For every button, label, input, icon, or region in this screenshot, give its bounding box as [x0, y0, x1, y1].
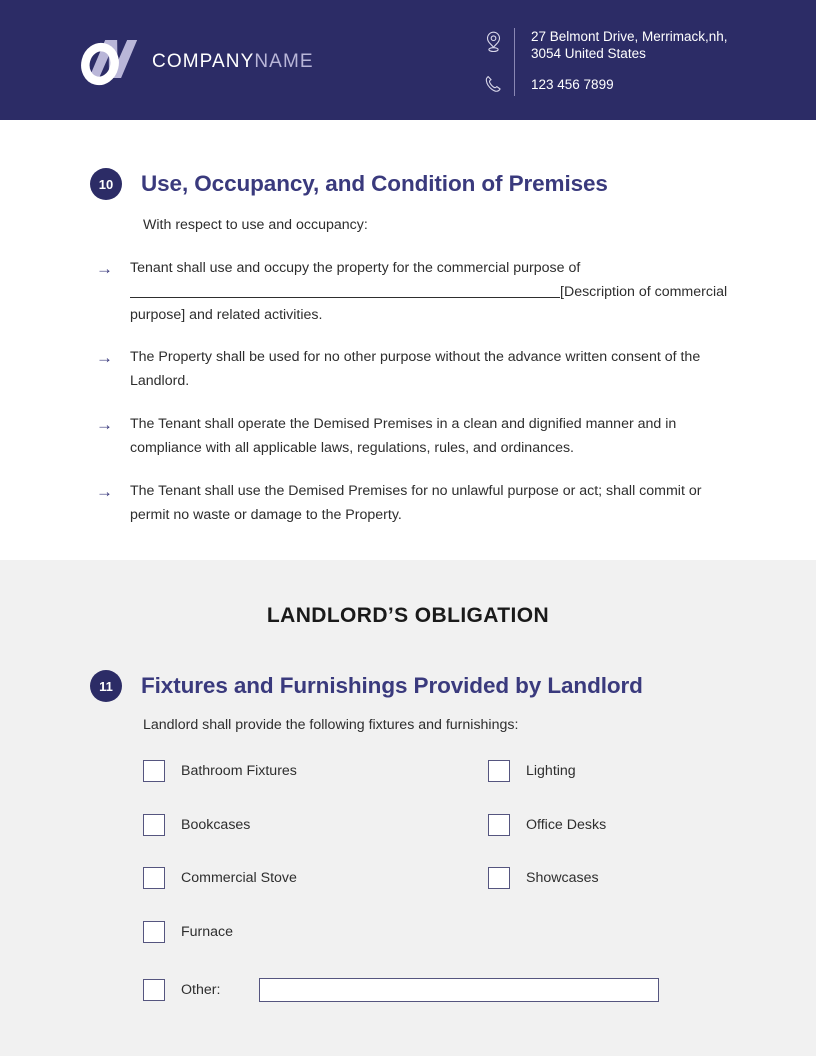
section-11-number-badge: 11 [90, 670, 122, 702]
checkbox-item-lighting[interactable] [488, 760, 703, 782]
checkbox-label: Office Desks [526, 816, 607, 833]
checkbox-label: Commercial Stove [181, 870, 297, 886]
bullet-item [96, 346, 776, 393]
contact-text-column [531, 28, 728, 93]
landlord-obligation-band-title: LANDLORD’S OBLIGATION [266, 604, 550, 627]
header-contact-block [478, 28, 728, 103]
page-header [0, 0, 816, 120]
checkbox-input[interactable] [143, 814, 165, 836]
section-10-number-badge: 10 [90, 168, 122, 200]
section-11-intro: Landlord shall provide the following fixtures and furnishings: [143, 717, 519, 733]
contact-divider [514, 28, 515, 96]
arrow-right-icon: → [96, 415, 113, 434]
checkbox-label: Bookcases [181, 816, 251, 833]
section-11-heading [90, 670, 643, 702]
company-address [531, 28, 728, 62]
other-fixture-row [143, 978, 659, 1002]
checkbox-label: Furnace [181, 923, 234, 940]
section-landlord-obligation [0, 560, 816, 1056]
checkbox-item-bookcases[interactable] [143, 814, 488, 836]
checkbox-item-showcases[interactable] [488, 867, 703, 889]
checkbox-input[interactable] [488, 867, 510, 889]
bullet-text: The Property shall be used for no other purpose without the advance written consent of the Landlord. [130, 349, 701, 389]
section-10-heading [90, 168, 608, 200]
phone-icon [485, 67, 502, 103]
fixtures-checkbox-grid [143, 760, 703, 974]
checkbox-row [143, 760, 703, 814]
checkbox-input-other[interactable] [143, 979, 165, 1001]
bullet-text-before-blank: Tenant shall use and occupy the property for the commercial purpose of [130, 260, 581, 276]
checkbox-label: Bathroom Fixtures [181, 763, 297, 779]
section-10-title: Use, Occupancy, and Condition of Premises [141, 171, 608, 196]
logo-word-name: NAME [254, 50, 314, 72]
contact-icon-column [478, 28, 508, 103]
checkbox-item-office-desks[interactable] [488, 814, 703, 836]
other-label: Other: [181, 982, 221, 998]
checkbox-row [143, 814, 703, 868]
checkbox-item-bathroom-fixtures[interactable] [143, 760, 488, 782]
company-name-text [152, 52, 314, 71]
bullet-text: The Tenant shall use the Demised Premises for no unlawful purpose or act; shall commit or permit no waste or damage to the Property. [130, 483, 702, 523]
bullet-item [96, 257, 756, 328]
company-phone: 123 456 7899 [531, 77, 614, 92]
address-line-2: 3054 United States [531, 46, 646, 61]
bullet-text [130, 257, 735, 328]
on-monogram-logo-icon [76, 36, 146, 86]
fill-in-blank-line[interactable] [130, 284, 560, 298]
checkbox-input[interactable] [143, 867, 165, 889]
checkbox-item-furnace[interactable] [143, 921, 488, 943]
address-line-1: 27 Belmont Drive, Merrimack,nh, [531, 29, 728, 44]
checkbox-input[interactable] [143, 921, 165, 943]
bullet-text-after-blank: [Description of commercial purpose] and related activities. [130, 283, 728, 323]
arrow-right-icon: → [96, 259, 113, 278]
company-logo [76, 36, 314, 86]
checkbox-item-commercial-stove[interactable] [143, 867, 488, 889]
bullet-item [96, 480, 776, 527]
checkbox-label: Showcases [526, 870, 599, 886]
section-10-intro: With respect to use and occupancy: [143, 217, 368, 233]
checkbox-input[interactable] [143, 760, 165, 782]
checkbox-input[interactable] [488, 814, 510, 836]
arrow-right-icon: → [96, 348, 113, 367]
section-use-occupancy [0, 120, 816, 560]
arrow-right-icon: → [96, 482, 113, 501]
other-text-input[interactable] [259, 978, 659, 1002]
map-pin-icon [485, 31, 502, 67]
bullet-item [96, 413, 776, 460]
bullet-text: The Tenant shall operate the Demised Premises in a clean and dignified manner and in compliance with all applicable laws, regulations, rules, and ordinances. [130, 416, 677, 456]
checkbox-label: Lighting [526, 763, 576, 779]
checkbox-row [143, 921, 703, 975]
checkbox-row [143, 867, 703, 921]
section-11-title: Fixtures and Furnishings Provided by Landlord [141, 673, 643, 698]
logo-word-company: COMPANY [152, 50, 255, 72]
checkbox-input[interactable] [488, 760, 510, 782]
